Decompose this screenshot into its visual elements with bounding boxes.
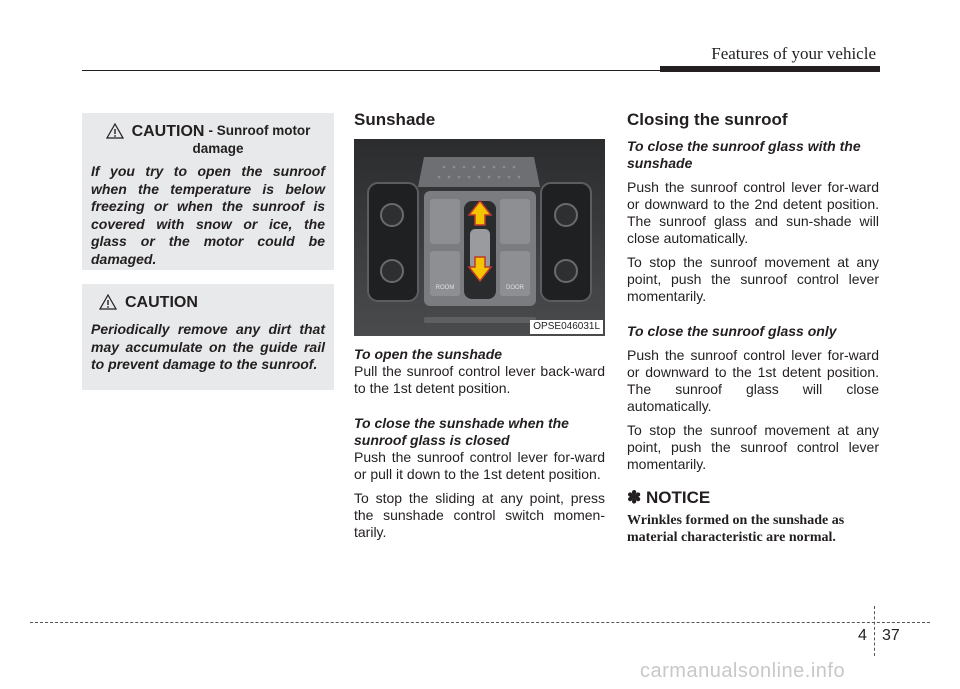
caution-subtitle-cont: damage (192, 141, 244, 156)
caution-title: CAUTION (131, 123, 205, 140)
chapter-number: 4 (858, 627, 867, 644)
page-header-title: Features of your vehicle (711, 44, 876, 63)
close-glass-only-body-1: Push the sunroof control lever for-ward or downward to the 1st detent position. The sunroof glass will close automatically. (627, 347, 879, 414)
caution-title: CAUTION (125, 294, 198, 311)
warning-triangle-icon (106, 123, 124, 139)
close-glass-only-body-2: To stop the sunroof movement at any point, push the sunroof control lever momentarily. (627, 422, 879, 472)
footer-rule (30, 622, 930, 623)
notice-title: ✽ NOTICE (627, 488, 711, 507)
close-with-sunshade-body-2: To stop the sunroof movement at any point, push the sunroof control lever momentarily. (627, 254, 879, 304)
header-rule-accent (660, 66, 880, 72)
caution-body: Periodically remove any dirt that may accumulate on the guide rail to prevent damage to the sunroof. (91, 321, 325, 372)
caution-box-sunroof-motor (82, 113, 334, 270)
caution-body: If you try to open the sunroof when the temperature is below freezing or when the sunroof is covered with snow or ice, the glass or the motor could be damaged. (91, 163, 325, 267)
sunroof-control-photo (354, 139, 605, 336)
notice-body: Wrinkles formed on the sunshade as material characteristic are normal. (627, 513, 845, 545)
open-sunshade-heading: To open the sunshade (354, 346, 503, 362)
watermark: carmanualsonline.info (640, 660, 846, 682)
caution-header (91, 123, 325, 141)
overhead-console-illustration (354, 139, 605, 336)
sunshade-text (354, 346, 605, 548)
door-label: DOOR (506, 285, 524, 291)
section-heading-closing: Closing the sunroof (627, 110, 788, 129)
close-with-sunshade-heading: To close the sunroof glass with the sunshade (627, 138, 861, 171)
close-glass-only-heading: To close the sunroof glass only (627, 323, 837, 339)
room-label: ROOM (435, 285, 455, 291)
close-sunshade-heading: To close the sunshade when the sunroof glass is closed (354, 415, 569, 448)
closing-section (627, 111, 879, 546)
footer-divider (874, 606, 875, 656)
section-heading-sunshade: Sunshade (354, 110, 436, 129)
page-number: 37 (882, 627, 900, 644)
close-sunshade-body-2: To stop the sliding at any point, press the sunshade control switch momen-tarily. (354, 490, 605, 540)
sunshade-section (354, 111, 605, 128)
open-sunshade-body: Pull the sunroof control lever back-ward to the 1st detent position. (354, 363, 605, 396)
caution-box-guide-rail (82, 284, 334, 390)
image-code-label: OPSE046031L (530, 320, 603, 334)
caution-subtitle: - Sunroof motor (208, 123, 311, 138)
caution-header (99, 294, 325, 312)
close-with-sunshade-body-1: Push the sunroof control lever for-ward or downward to the 2nd detent position. The sunroof glass and sun-shade will close automatically. (627, 179, 879, 246)
close-sunshade-body-1: Push the sunroof control lever for-ward or pull it down to the 1st detent position. (354, 449, 605, 482)
warning-triangle-icon (99, 294, 117, 310)
